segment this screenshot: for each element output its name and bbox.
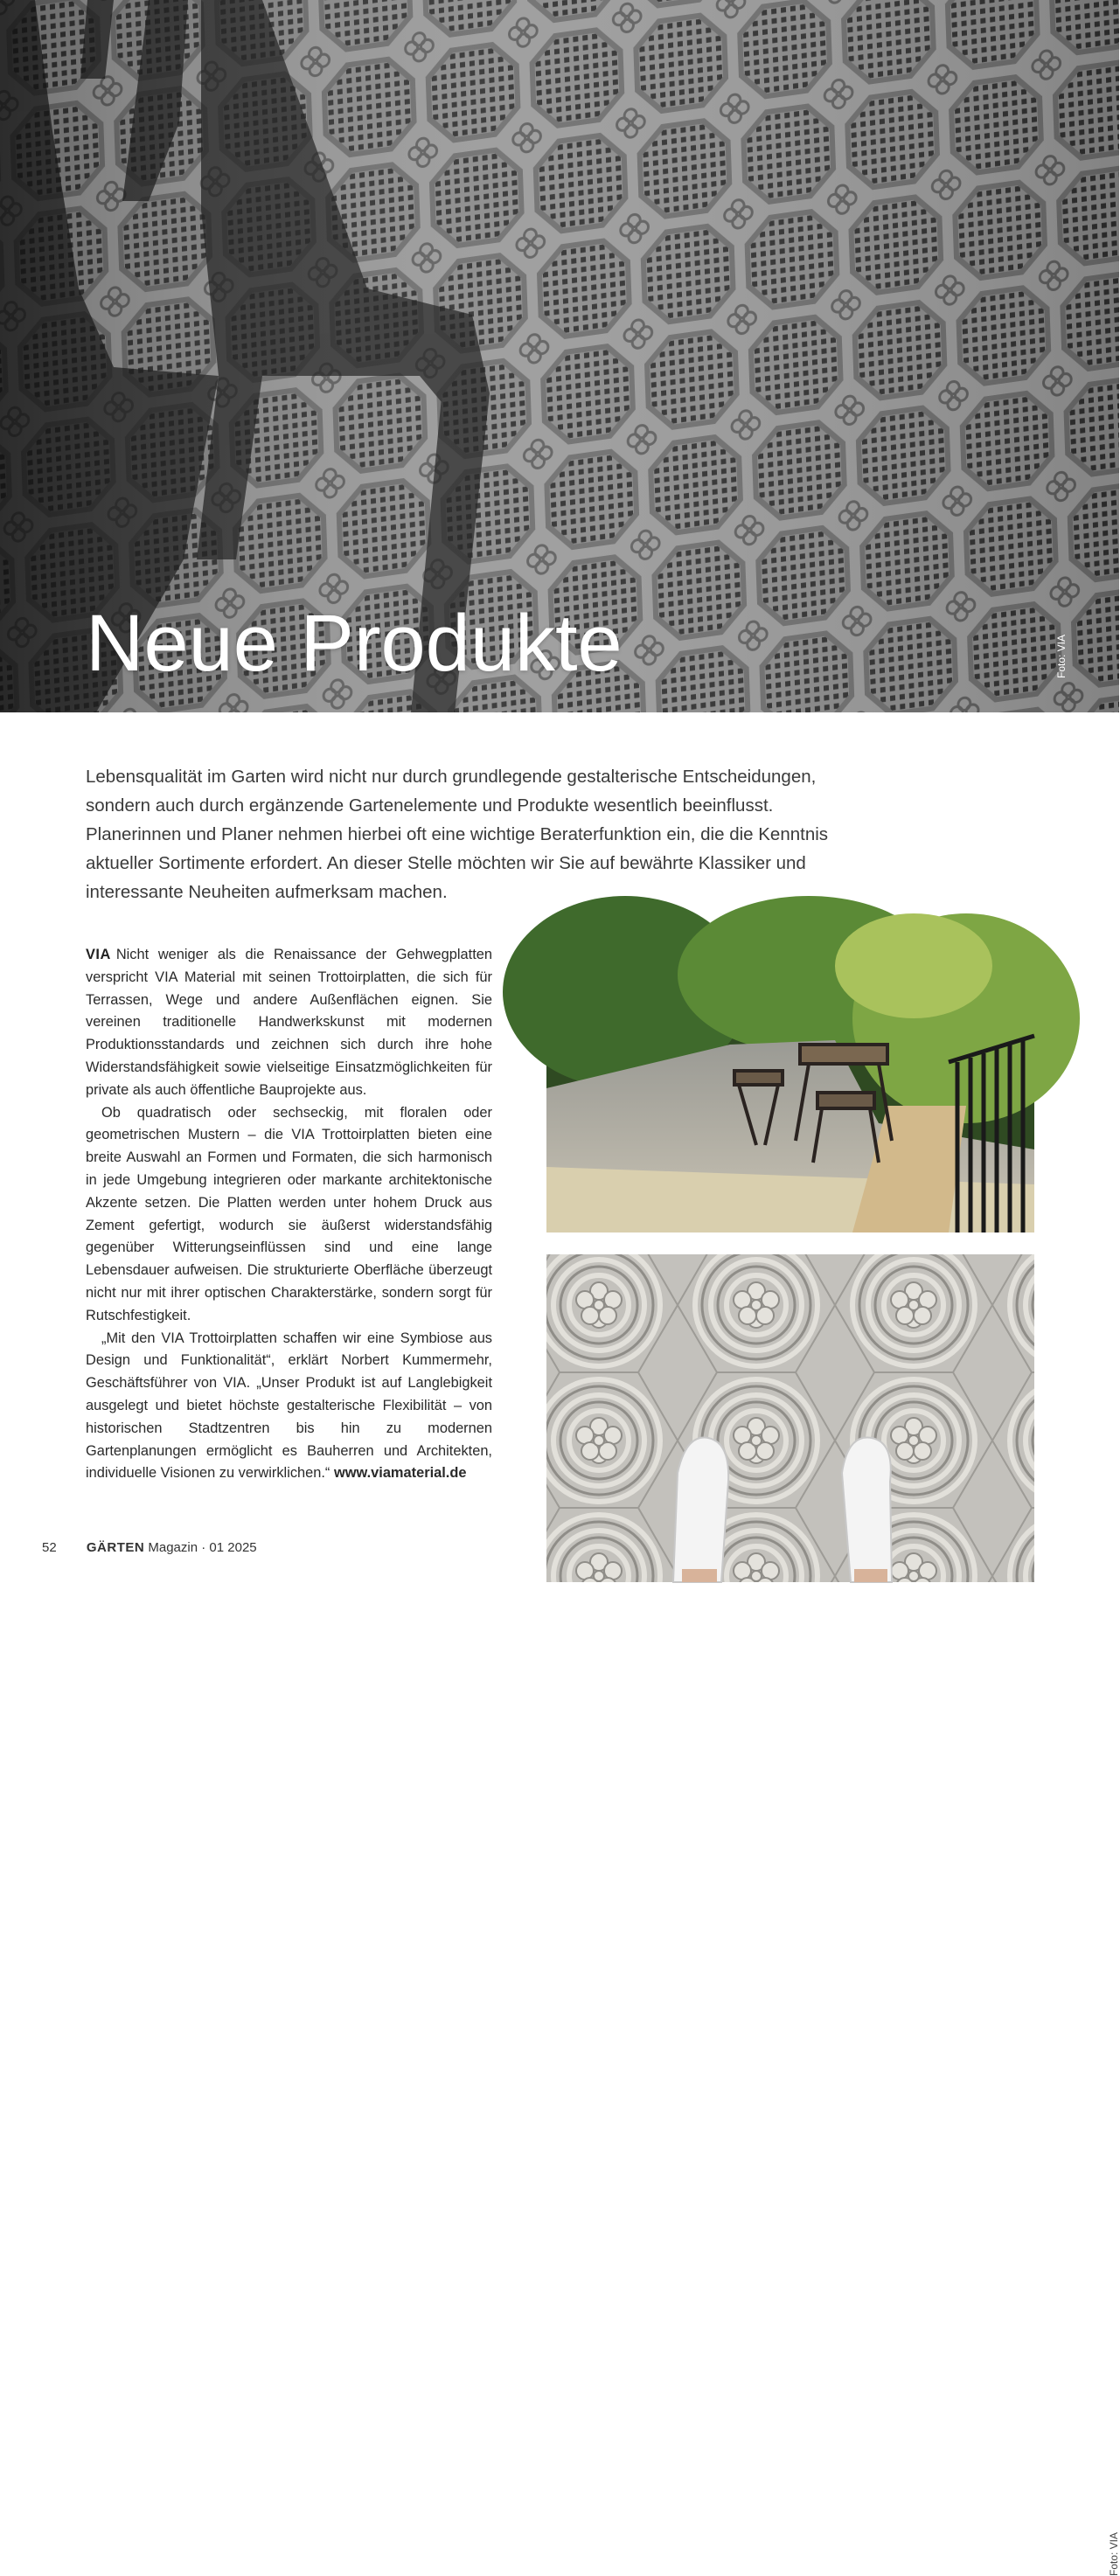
hero-image [0,0,1119,712]
quote-text: „Mit den VIA Trottoirplatten schaffen wir eine Symbiose aus Design und Funktionalität“, erklärt Norbert Kummermehr, Geschäftsführer von VIA. „Unser Produkt ist auf Langlebigkeit ausgelegt und bietet höchste gestalterische Flexibilität – von historischen Stadtzentren bis hin zu modernen Gartenplanungen ermöglicht es Bauherren und Architekten, individuelle Visionen zu verwirklichen.“ [86,1330,492,1482]
article-paragraph [86,944,492,1102]
garden-scene [546,940,1034,1232]
page-number: 52 [42,1540,57,1555]
hexagon-tile-pattern [546,1254,1034,1582]
magazine-name: GÄRTEN [86,1540,145,1555]
hexagon-tiles-photo [546,1254,1120,2576]
article-paragraph [86,1328,492,1486]
page-footer [42,1540,257,1555]
article-paragraph: Ob quadratisch oder sechseckig, mit floralen oder geometrischen Mustern – die VIA Trottoirplatten bieten eine breite Auswahl an Formen und Formaten, die sich harmonisch in jede Umgebung integrieren oder markante architektonische Akzente setzen. Die Platten werden unter hohem Druck aus Zement gefertigt, wodurch sie äußerst widerstandsfähig gegenüber Witterungseinflüssen sind und eine lange Lebensdauer aufweisen. Die strukturierte Oberfläche überzeugt nicht nur mit ihrer optischen Charakterstärke, sondern sorgt für Rutschfestigkeit. [86,1104,492,1323]
paragraph-text: Nicht weniger als die Renaissance der Gehwegplatten verspricht VIA Material mit seinen Trottoirplatten, die sich für Terrassen, Wege und andere Außenflächen eignen. Sie vereinen traditionelle Handwerkskunst mit modernen Produktionsstandards und zeichnen sich durch ihre hohe Widerstandsfähigkeit sowie vielseitige Einsatzmöglichkeiten für private als auch öffentliche Bauprojekte aus. [86,947,492,1098]
photo-credit: Foto: VIA [1055,634,1068,678]
photo-credit: Foto: VIA [1108,2531,1120,2576]
article-body [86,944,492,1485]
garden-terrace-photo [546,940,1120,1947]
magazine-issue: Magazin · 01 2025 [148,1540,257,1555]
page-title: Neue Produkte [86,599,623,688]
brand-lead: VIA [86,947,111,962]
website-link[interactable]: www.viamaterial.de [333,1465,467,1482]
intro-text: Lebensqualität im Garten wird nicht nur durch grundlegende gestalterische Entscheidungen, sondern auch durch ergänzende Gartenelemente und Produkte wesentlich beeinflusst. Planerinnen und Planer nehmen hierbei oft eine wichtige Beraterfunktion ein, die die Kenntnis aktueller Sortimente erfordert. An dieser Stelle möchten wir Sie auf bewährte Klassiker und interessante Neuheiten aufmerksam machen. [86,767,829,902]
photo-credit: Foto: VIA [1108,1902,1120,1947]
